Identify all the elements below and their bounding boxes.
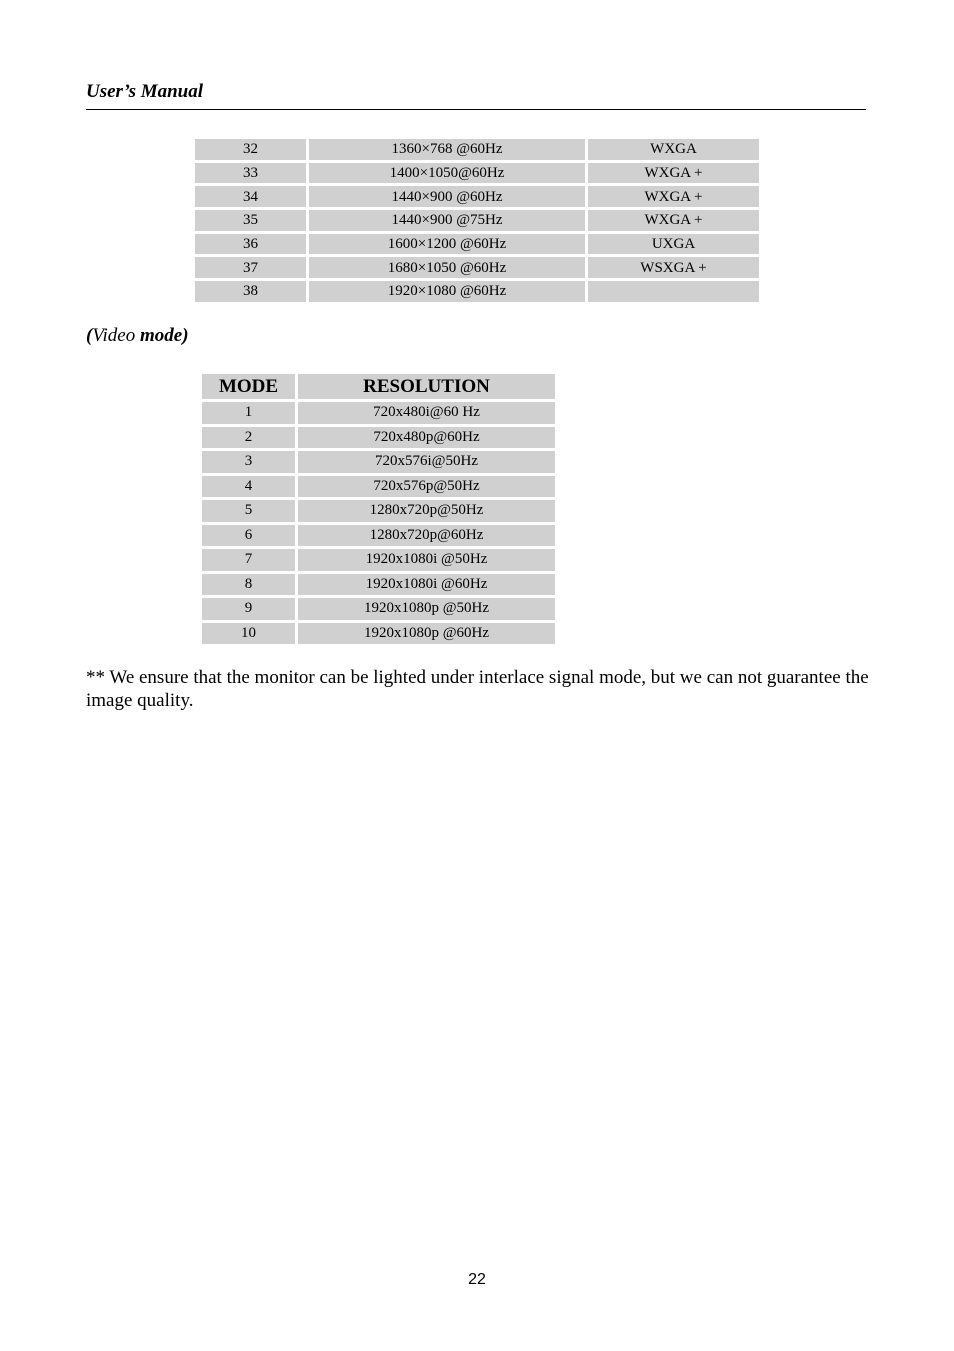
table-row	[202, 476, 555, 498]
table-row	[195, 163, 759, 184]
mode-number-cell: 38	[195, 281, 306, 302]
table-row	[202, 574, 555, 596]
table-row	[202, 549, 555, 571]
resolution-cell: 720x480i@60 Hz	[298, 402, 555, 424]
mode-cell: 1	[202, 402, 295, 424]
video-modes-table	[199, 371, 558, 647]
standard-cell: WXGA	[588, 139, 759, 160]
resolution-cell: 1600×1200 @60Hz	[309, 234, 585, 255]
resolution-cell: 1920×1080 @60Hz	[309, 281, 585, 302]
resolution-cell: 1400×1050@60Hz	[309, 163, 585, 184]
column-header-mode: MODE	[202, 374, 295, 399]
mode-cell: 5	[202, 500, 295, 522]
mode-cell: 2	[202, 427, 295, 449]
resolution-cell: 1280x720p@60Hz	[298, 525, 555, 547]
mode-cell: 9	[202, 598, 295, 620]
resolution-cell: 1920x1080i @50Hz	[298, 549, 555, 571]
standard-cell: WXGA +	[588, 210, 759, 231]
resolution-cell: 1920x1080p @60Hz	[298, 623, 555, 645]
standard-cell	[588, 281, 759, 302]
table-row	[195, 234, 759, 255]
table-row	[195, 139, 759, 160]
standard-cell: WXGA +	[588, 163, 759, 184]
pc-modes-table	[192, 136, 762, 305]
resolution-cell: 1920x1080p @50Hz	[298, 598, 555, 620]
table-row	[202, 427, 555, 449]
table-row	[202, 598, 555, 620]
mode-number-cell: 35	[195, 210, 306, 231]
resolution-cell: 1920x1080i @60Hz	[298, 574, 555, 596]
resolution-cell: 1280x720p@50Hz	[298, 500, 555, 522]
table-row	[202, 402, 555, 424]
mode-number-cell: 33	[195, 163, 306, 184]
resolution-cell: 720x480p@60Hz	[298, 427, 555, 449]
resolution-cell: 1440×900 @75Hz	[309, 210, 585, 231]
table-row	[195, 210, 759, 231]
table-row	[202, 525, 555, 547]
column-header-resolution: RESOLUTION	[298, 374, 555, 399]
interlace-note: ** We ensure that the monitor can be lighted under interlace signal mode, but we can not guarantee the image quality.	[86, 667, 869, 711]
standard-cell: UXGA	[588, 234, 759, 255]
heading-open-paren: (	[86, 325, 93, 346]
resolution-cell: 1440×900 @60Hz	[309, 186, 585, 207]
mode-cell: 10	[202, 623, 295, 645]
table-row	[195, 281, 759, 302]
standard-cell: WXGA +	[588, 186, 759, 207]
standard-cell: WSXGA +	[588, 257, 759, 278]
section-heading	[86, 325, 189, 347]
resolution-cell: 720x576i@50Hz	[298, 451, 555, 473]
resolution-cell: 1360×768 @60Hz	[309, 139, 585, 160]
header-rule	[86, 109, 866, 110]
table-row	[202, 500, 555, 522]
resolution-cell: 1680×1050 @60Hz	[309, 257, 585, 278]
table-header-row	[202, 374, 555, 399]
page-number: 22	[468, 1271, 486, 1288]
heading-word-mode: mode)	[140, 325, 189, 346]
header-title: User’s Manual	[86, 81, 204, 102]
table-row	[195, 186, 759, 207]
resolution-cell: 720x576p@50Hz	[298, 476, 555, 498]
mode-number-cell: 32	[195, 139, 306, 160]
table-row	[195, 257, 759, 278]
mode-cell: 8	[202, 574, 295, 596]
mode-cell: 3	[202, 451, 295, 473]
table-row	[202, 623, 555, 645]
table-row	[202, 451, 555, 473]
mode-number-cell: 36	[195, 234, 306, 255]
mode-number-cell: 34	[195, 186, 306, 207]
mode-cell: 6	[202, 525, 295, 547]
mode-cell: 4	[202, 476, 295, 498]
heading-word-video: Video	[92, 325, 136, 346]
mode-cell: 7	[202, 549, 295, 571]
mode-number-cell: 37	[195, 257, 306, 278]
